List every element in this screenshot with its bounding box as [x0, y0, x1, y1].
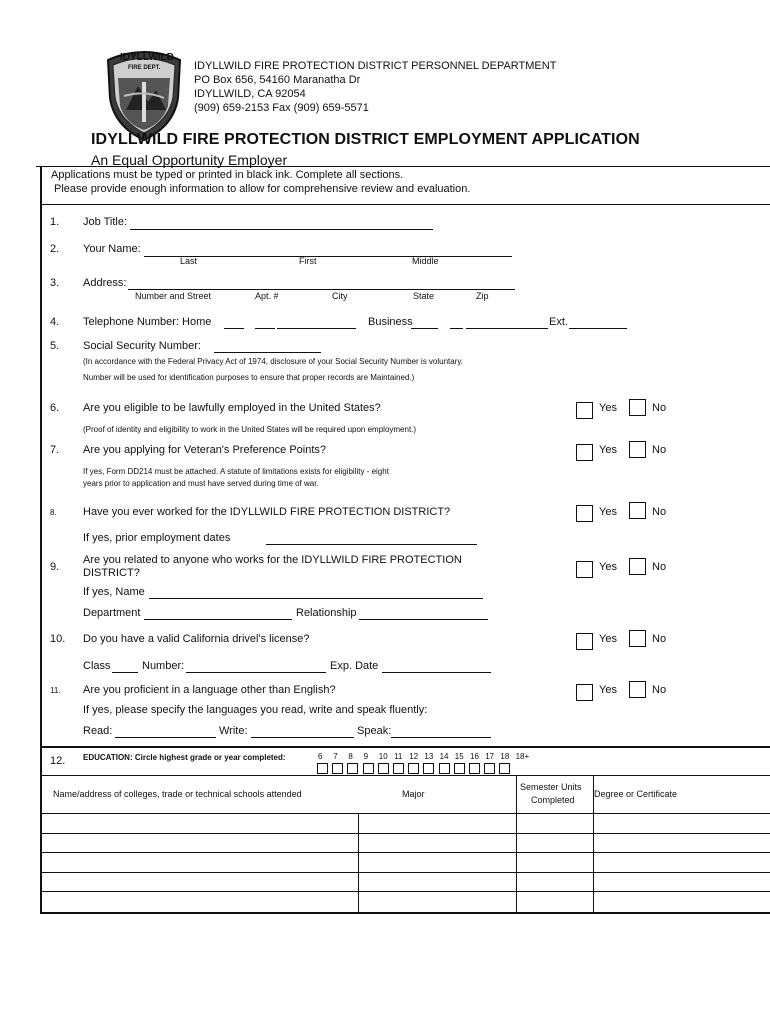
q8-no-checkbox[interactable] — [629, 502, 646, 519]
q8-label: Have you ever worked for the IDYLLWILD FIRE PROTECTION DISTRICT? — [83, 506, 451, 518]
edu-table-row[interactable] — [40, 833, 770, 834]
grade-checkbox[interactable] — [423, 763, 434, 774]
q8-yes-checkbox[interactable] — [576, 505, 593, 522]
grade-label: 14 — [439, 752, 449, 761]
grade-label: 16 — [470, 752, 479, 761]
edu-col-divider — [593, 776, 594, 913]
q8-yes-label: Yes — [599, 506, 617, 518]
instructions-line-2: Please provide enough information to allow for comprehensive review and evaluation. — [54, 183, 471, 195]
grade-label: 18+ — [515, 752, 530, 761]
write-label: Write: — [219, 725, 248, 737]
q9-no-checkbox[interactable] — [629, 558, 646, 575]
grade-label: 8 — [348, 752, 353, 761]
grade-checkbox[interactable] — [347, 763, 358, 774]
q9-yes-label: Yes — [599, 561, 617, 573]
q11-yes-label: Yes — [599, 684, 617, 696]
edu-col-divider — [358, 813, 359, 913]
q12-number: 12. — [50, 755, 66, 767]
name-last-caption: Last — [180, 256, 198, 266]
q10-yes-checkbox[interactable] — [576, 633, 593, 650]
grade-checkbox[interactable] — [317, 763, 328, 774]
q2-number: 2. — [50, 243, 60, 255]
address-city-caption: City — [332, 291, 348, 301]
license-class-field[interactable] — [112, 672, 138, 673]
business-phone-area-field[interactable] — [411, 328, 438, 329]
grade-checkbox[interactable] — [439, 763, 450, 774]
fire-dept-logo — [104, 46, 184, 142]
q5-number: 5. — [50, 340, 60, 352]
address-street-caption: Number and Street — [135, 291, 212, 301]
grade-label: 7 — [333, 752, 338, 761]
q5-note-1: (In accordance with the Federal Privacy Act of 1974, disclosure of your Social Security Number is voluntary. — [83, 357, 464, 366]
grade-label: 15 — [454, 752, 464, 761]
home-phone-prefix-field[interactable] — [255, 328, 275, 329]
q10-label: Do you have a valid California drivel's license? — [83, 633, 310, 645]
ext-label: Ext. — [549, 316, 568, 328]
q5-label: Social Security Number: — [83, 340, 201, 352]
q6-note: (Proof of identity and eligibility to work in the United States will be required upon employment.) — [83, 425, 417, 434]
edu-header-rule — [40, 813, 770, 814]
edu-table-top — [40, 775, 770, 776]
top-rule — [36, 166, 770, 167]
speak-label: Speak: — [357, 725, 392, 737]
q4-number: 4. — [50, 316, 60, 328]
edu-col-degree-header: Degree or Certificate — [594, 789, 678, 799]
q7-no-checkbox[interactable] — [629, 441, 646, 458]
q6-number: 6. — [50, 402, 60, 414]
grade-checkbox[interactable] — [499, 763, 510, 774]
relative-name-field[interactable] — [149, 598, 483, 599]
relative-department-field[interactable] — [144, 619, 292, 620]
q8-followup-label: If yes, prior employment dates — [83, 532, 231, 544]
grade-label: 9 — [363, 752, 369, 761]
license-exp-label: Exp. Date — [330, 660, 379, 672]
edu-table-bottom — [40, 912, 770, 914]
form-title: IDYLLWILD FIRE PROTECTION DISTRICT EMPLOYMENT APPLICATION — [91, 131, 640, 148]
header-line-2: PO Box 656, 54160 Maranatha Dr — [194, 74, 361, 86]
license-exp-field[interactable] — [382, 672, 491, 673]
license-number-field[interactable] — [186, 672, 326, 673]
q7-yes-checkbox[interactable] — [576, 444, 593, 461]
header-line-4: (909) 659-2153 Fax (909) 659-5571 — [194, 102, 369, 114]
edu-col-schools-header: Name/address of colleges, trade or technical schools attended — [53, 789, 302, 799]
address-apt-caption: Apt. # — [255, 291, 279, 301]
grade-checkbox[interactable] — [332, 763, 343, 774]
prior-employment-dates-field[interactable] — [266, 544, 477, 545]
q7-number: 7. — [50, 444, 60, 456]
q6-yes-checkbox[interactable] — [576, 402, 593, 419]
instructions-rule — [40, 204, 770, 205]
q2-label: Your Name: — [83, 243, 141, 255]
edu-col-major-header: Major — [402, 789, 425, 799]
grade-label: 17 — [485, 752, 495, 761]
q3-label: Address: — [83, 277, 127, 289]
license-number-label: Number: — [142, 660, 185, 672]
name-field[interactable] — [144, 256, 512, 257]
grade-label: 13 — [424, 752, 434, 761]
q9-no-label: No — [652, 561, 667, 573]
edu-table-row[interactable] — [40, 852, 770, 853]
q10-number: 10. — [50, 633, 66, 645]
q9-number: 9. — [50, 561, 60, 573]
business-phone-prefix-field[interactable] — [450, 328, 463, 329]
business-phone-number-field[interactable] — [466, 328, 548, 329]
q11-yes-checkbox[interactable] — [576, 684, 593, 701]
header-line-3: IDYLLWILD, CA 92054 — [194, 88, 306, 100]
q7-note-2: years prior to application and must have served during time of war. — [83, 479, 319, 488]
ssn-field[interactable] — [214, 352, 321, 353]
grade-checkbox[interactable] — [484, 763, 495, 774]
read-field[interactable] — [115, 737, 216, 738]
education-top-rule — [40, 746, 770, 748]
address-zip-caption: Zip — [476, 291, 489, 301]
logo-text: IDYLLWILD — [120, 52, 174, 63]
grade-label: 12 — [409, 752, 419, 761]
address-state-caption: State — [413, 291, 435, 301]
left-border — [40, 166, 42, 914]
q11-no-checkbox[interactable] — [629, 681, 646, 698]
q4-label: Telephone Number: Home — [83, 316, 212, 328]
q6-label: Are you eligible to be lawfully employed in the United States? — [83, 402, 381, 414]
q7-note-1: If yes, Form DD214 must be attached. A statute of limitations exists for eligibility - eight — [83, 467, 389, 476]
edu-col-divider — [516, 776, 517, 913]
read-label: Read: — [83, 725, 113, 737]
q7-yes-label: Yes — [599, 444, 617, 456]
edu-table-row[interactable] — [40, 872, 770, 873]
q11-number: 11. — [50, 686, 61, 695]
grade-checkbox[interactable] — [378, 763, 389, 774]
license-class-label: Class — [83, 660, 111, 672]
ext-field[interactable] — [569, 328, 627, 329]
grade-checkbox[interactable] — [393, 763, 404, 774]
instructions-line-1: Applications must be typed or printed in black ink. Complete all sections. — [51, 169, 404, 181]
job-title-field[interactable] — [130, 229, 433, 230]
edu-table-row[interactable] — [40, 891, 770, 892]
grade-checkbox[interactable] — [408, 763, 419, 774]
home-phone-area-field[interactable] — [224, 328, 244, 329]
q7-no-label: No — [652, 444, 667, 456]
grade-label: 6 — [318, 752, 323, 761]
q1-number: 1. — [50, 216, 60, 228]
grade-checkbox[interactable] — [469, 763, 480, 774]
q10-no-label: No — [652, 633, 667, 645]
logo-subtext: FIRE DEPT. — [128, 65, 161, 71]
q8-no-label: No — [652, 506, 667, 518]
grade-label: 18 — [500, 752, 510, 761]
name-first-caption: First — [299, 256, 317, 266]
q11-label: Are you proficient in a language other than English? — [83, 684, 336, 696]
q10-no-checkbox[interactable] — [629, 630, 646, 647]
q7-label: Are you applying for Veteran's Preference Points? — [83, 444, 327, 456]
business-label: Business — [368, 316, 413, 328]
q9-name-label: If yes, Name — [83, 586, 145, 598]
grade-checkbox[interactable] — [363, 763, 374, 774]
q6-yes-label: Yes — [599, 402, 617, 414]
q1-label: Job Title: — [83, 216, 128, 228]
q5-note-2: Number will be used for identification purposes to ensure that proper records are Maintained.) — [83, 373, 415, 382]
name-middle-caption: Middle — [412, 256, 439, 266]
q6-no-label: No — [652, 402, 667, 414]
q9-department-label: Department — [83, 607, 141, 619]
speak-field[interactable] — [391, 737, 491, 738]
q11-no-label: No — [652, 684, 667, 696]
grade-checkbox[interactable] — [454, 763, 465, 774]
q9-relationship-label: Relationship — [296, 607, 357, 619]
q8-number: 8. — [50, 508, 57, 517]
q6-no-checkbox[interactable] — [629, 399, 646, 416]
write-field[interactable] — [251, 737, 354, 738]
edu-col-units-header-2: Completed — [531, 795, 575, 805]
grade-label: 11 — [394, 752, 403, 761]
home-phone-number-field[interactable] — [277, 328, 356, 329]
form-subtitle: An Equal Opportunity Employer — [91, 152, 288, 168]
q11-followup-label: If yes, please specify the languages you read, write and speak fluently: — [83, 704, 428, 716]
q9-label-2: DISTRICT? — [83, 567, 140, 579]
address-field[interactable] — [128, 289, 515, 290]
q9-label-1: Are you related to anyone who works for the IDYLLWILD FIRE PROTECTION — [83, 554, 462, 566]
header-line-1: IDYLLWILD FIRE PROTECTION DISTRICT PERSONNEL DEPARTMENT — [194, 60, 557, 72]
q12-label: EDUCATION: Circle highest grade or year completed: — [83, 753, 286, 762]
q3-number: 3. — [50, 277, 60, 289]
q9-yes-checkbox[interactable] — [576, 561, 593, 578]
q10-yes-label: Yes — [599, 633, 617, 645]
grade-label: 10 — [378, 752, 388, 761]
relationship-field[interactable] — [359, 619, 488, 620]
edu-col-units-header-1: Semester Units — [520, 782, 582, 792]
